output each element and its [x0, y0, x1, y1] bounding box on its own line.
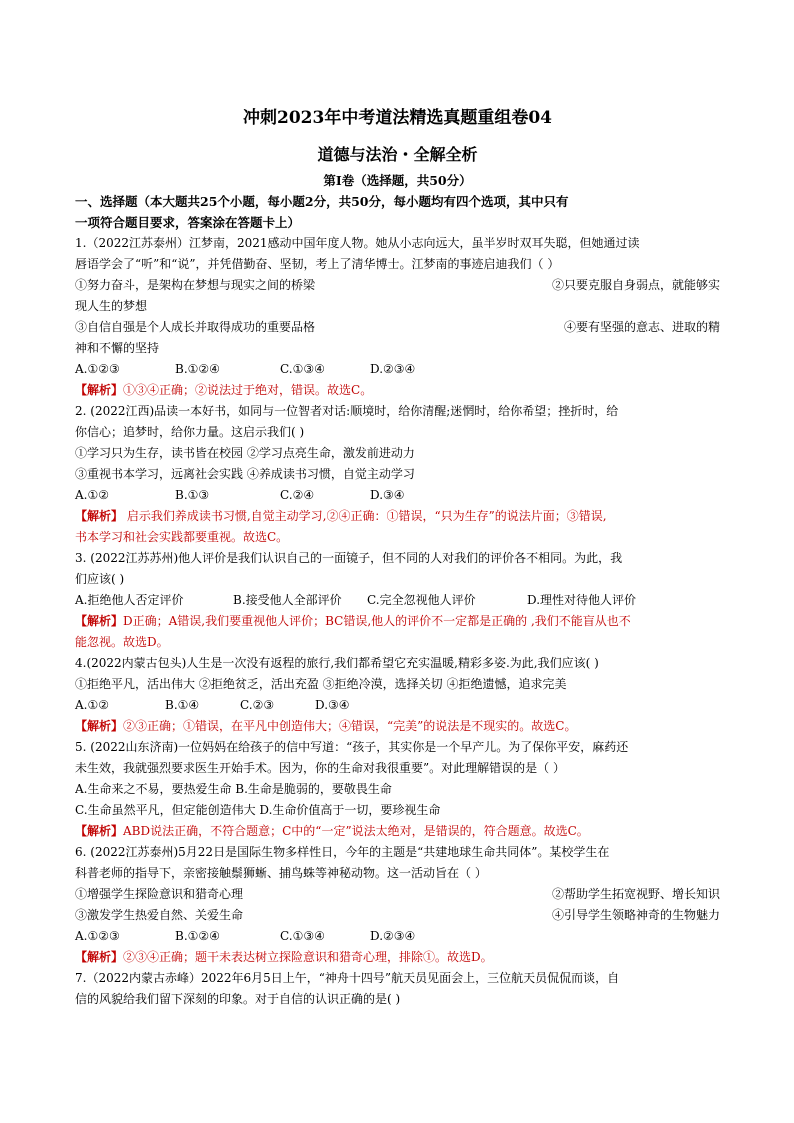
choice-d: D.②③④	[370, 362, 416, 376]
choice-c: C.②④	[280, 488, 315, 502]
question-stem: 唇语学会了“听”和“说”，并凭借勤奋、坚韧，考上了清华博士。江梦南的事迹启迪我们（ ）	[75, 257, 560, 271]
analysis-text: 启示我们养成读书习惯,自觉主动学习,②④正确：①错误，“只为生存”的说法片面；③错误,	[123, 509, 607, 523]
document-page	[75, 100, 720, 1010]
option-text: 神和不懈的坚持	[75, 341, 160, 355]
question-stem: 5. (2022山东济南)一位妈妈在给孩子的信中写道：“孩子，其实你是一个早产儿。为了保你平安，麻药还	[75, 740, 629, 754]
option-text: ③激发学生热爱自然、关爱生命	[75, 908, 244, 922]
choice-c: C.①③④	[280, 362, 325, 376]
question-stem: 你信心；追梦时，给你力量。这启示我们( )	[75, 425, 305, 439]
question-stem: 7.（2022内蒙古赤峰）2022年6月5日上午，“神舟十四号”航天员见面会上，三位航天员侃侃而谈，自	[75, 971, 620, 985]
analysis	[75, 380, 720, 401]
question-5	[75, 737, 720, 842]
option-text: ①努力奋斗，是架构在梦想与现实之间的桥梁	[75, 278, 316, 292]
analysis-text: ABD说法正确，不符合题意；C中的“一定”说法太绝对，是错误的，符合题意。故选C。	[123, 824, 589, 838]
choice-d: D.③④	[315, 698, 350, 712]
question-stem: 信的风貌给我们留下深刻的印象。对于自信的认识正确的是( )	[75, 992, 401, 1006]
choice-a: A.①②③	[75, 929, 120, 943]
option-row	[75, 275, 720, 296]
part-heading: 第Ⅰ卷（选择题，共50分）	[323, 173, 472, 188]
analysis-label: 【解析】	[75, 719, 124, 733]
question-4	[75, 653, 720, 737]
choice-c: C.①③④	[280, 929, 325, 943]
answer-choices	[75, 485, 720, 506]
option-text: ②帮助学生拓宽视野、增长知识	[551, 887, 720, 901]
page-subtitle: 道德与法治・全解全析	[317, 145, 478, 164]
analysis-text: 能忽视。故选D。	[75, 635, 169, 649]
option-row: C.生命虽然平凡，但定能创造伟大 D.生命价值高于一切，要珍视生命	[75, 803, 441, 817]
question-stem: 6. (2022江苏泰州)5月22日是国际生物多样性日，今年的主题是“共建地球生命共同体”。某校学生在	[75, 845, 610, 859]
option-text: 现人生的梦想	[75, 299, 148, 313]
analysis-text: ②③④正确；题干未表达树立探险意识和猎奇心理，排除①。故选D。	[123, 950, 493, 964]
analysis-label: 【解析】	[75, 824, 124, 838]
answer-choices	[75, 590, 720, 611]
option-row: ③重视书本学习，远离社会实践 ④养成读书习惯，自觉主动学习	[75, 467, 415, 481]
analysis	[75, 506, 720, 527]
analysis-text: D正确；A错误,我们要重视他人评价；BC错误,他人的评价不一定都是正确的 ,我们不能盲从也不	[123, 614, 631, 628]
option-row	[75, 884, 720, 905]
analysis	[75, 716, 720, 737]
question-2	[75, 401, 720, 548]
question-stem: 4.(2022内蒙古包头)人生是一次没有返程的旅行,我们都希望它充实温暖,精彩多姿.为此,我们应该( )	[75, 656, 599, 670]
analysis	[75, 821, 720, 842]
section-heading-line1: 一、选择题（本大题共25个小题，每小题2分，共50分，每小题均有四个选项，其中只有	[75, 194, 569, 209]
option-text: ④引导学生领略神奇的生物魅力	[551, 908, 720, 922]
analysis-text: ②③正确；①错误，在平凡中创造伟大；④错误，“完美”的说法是不现实的。故选C。	[123, 719, 577, 733]
analysis-label: 【解析】	[75, 383, 124, 397]
option-row: A.生命来之不易，要热爱生命 B.生命是脆弱的，要敬畏生命	[75, 782, 392, 796]
choice-b: B.①④	[165, 698, 200, 712]
choice-d: D.③④	[370, 488, 405, 502]
analysis-text: 书本学习和社会实践都要重视。故选C。	[75, 530, 289, 544]
choice-a: A.①②	[75, 488, 109, 502]
section-heading-line2: 一项符合题目要求，答案涂在答题卡上）	[75, 215, 301, 230]
analysis-label: 【解析】	[75, 509, 124, 523]
question-stem: 3. (2022江苏苏州)他人评价是我们认识自己的一面镜子，但不同的人对我们的评价各不相同。为此，我	[75, 551, 623, 565]
choice-a: A.①②③	[75, 362, 120, 376]
analysis-text: ①③④正确；②说法过于绝对，错误。故选C。	[123, 383, 373, 397]
choice-b: B.①③	[175, 488, 210, 502]
option-row: ①拒绝平凡，活出伟大 ②拒绝贫乏，活出充盈 ③拒绝冷漠，选择关切 ④拒绝遗憾，追求完美	[75, 677, 567, 691]
choice-a: A.①②	[75, 698, 109, 712]
question-1	[75, 233, 720, 401]
answer-choices	[75, 926, 720, 947]
answer-choices	[75, 359, 720, 380]
choice-c: C.完全忽视他人评价	[367, 593, 476, 607]
question-6	[75, 842, 720, 968]
choice-d: D.理性对待他人评价	[527, 593, 637, 607]
option-row	[75, 317, 720, 338]
question-stem: 未生效，我就强烈要求医生开始手术。因为，你的生命对我很重要”。对此理解错误的是（ ）	[75, 761, 565, 775]
question-stem: 2. (2022江西)品读一本好书，如同与一位智者对话:顺境时，给你清醒;迷惘时，给你希望；挫折时，给	[75, 404, 619, 418]
question-stem: 1.（2022江苏泰州）江梦南，2021感动中国年度人物。她从小志向远大，虽半岁时双耳失聪，但她通过读	[75, 236, 640, 250]
choice-c: C.②③	[240, 698, 275, 712]
analysis-label: 【解析】	[75, 950, 124, 964]
question-stem: 们应该( )	[75, 572, 125, 586]
option-row: ①学习只为生存，读书皆在校园 ②学习点亮生命，激发前进动力	[75, 446, 415, 460]
analysis	[75, 611, 720, 632]
option-text: ①增强学生探险意识和猎奇心理	[75, 887, 244, 901]
question-3	[75, 548, 720, 653]
choice-b: B.①②④	[175, 929, 220, 943]
analysis	[75, 947, 720, 968]
page-title: 冲刺2023年中考道法精选真题重组卷04	[243, 108, 552, 128]
analysis-label: 【解析】	[75, 614, 124, 628]
option-text: ②只要克服自身弱点，就能够实	[551, 278, 720, 292]
option-row	[75, 905, 720, 926]
option-text: ④要有坚强的意志、进取的精	[563, 320, 720, 334]
option-text: ③自信自强是个人成长并取得成功的重要品格	[75, 320, 316, 334]
choice-b: B.①②④	[175, 362, 220, 376]
choice-b: B.接受他人全部评价	[233, 593, 342, 607]
choice-d: D.②③④	[370, 929, 416, 943]
answer-choices	[75, 695, 720, 716]
choice-a: A.拒绝他人否定评价	[75, 593, 184, 607]
question-stem: 科普老师的指导下，亲密接触鬃狮蜥、捕鸟蛛等神秘动物。这一活动旨在（ ）	[75, 866, 487, 880]
question-7	[75, 968, 720, 1010]
